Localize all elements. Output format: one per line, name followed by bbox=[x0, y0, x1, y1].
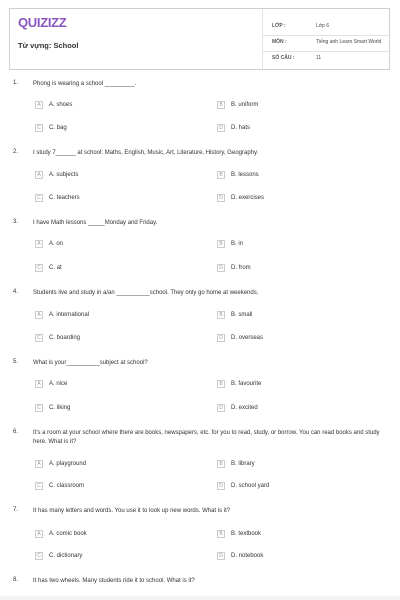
answer-option[interactable] bbox=[217, 240, 367, 250]
option-text: B. small bbox=[231, 312, 253, 318]
worksheet-title: Từ vựng: School bbox=[18, 41, 79, 50]
option-letter-box: D bbox=[217, 264, 225, 272]
question-number: 4. bbox=[13, 289, 19, 295]
option-text: C. teachers bbox=[49, 195, 80, 201]
question-text: It has many letters and words. You use it to look up new words. What is it? bbox=[33, 508, 231, 514]
meta-label: LỚP : bbox=[272, 23, 286, 29]
answer-option[interactable] bbox=[217, 101, 367, 111]
meta-row-question-count bbox=[263, 51, 391, 67]
answer-option[interactable] bbox=[217, 334, 367, 344]
option-text: D. from bbox=[231, 265, 251, 271]
option-text: D. school yard bbox=[231, 483, 270, 489]
answer-option[interactable] bbox=[35, 530, 185, 540]
option-text: D. notebook bbox=[231, 553, 264, 559]
option-text: D. overseas bbox=[231, 335, 264, 341]
question-number: 5. bbox=[13, 359, 19, 365]
answer-option[interactable] bbox=[35, 194, 185, 204]
option-letter-box: A bbox=[35, 460, 43, 468]
option-letter-box: B bbox=[217, 460, 225, 468]
option-letter-box: B bbox=[217, 530, 225, 538]
option-letter-box: B bbox=[217, 240, 225, 248]
question-text: I study 7______ at school: Maths, English, Music, Art, Literature, History, Geography. bbox=[33, 150, 259, 156]
option-text: C. boarding bbox=[49, 335, 81, 341]
question-number: 2. bbox=[13, 149, 19, 155]
answer-option[interactable] bbox=[217, 552, 367, 562]
option-letter-box: D bbox=[217, 334, 225, 342]
option-text: A. international bbox=[49, 312, 90, 318]
option-text: B. in bbox=[231, 241, 244, 247]
option-letter-box: A bbox=[35, 240, 43, 248]
option-letter-box: A bbox=[35, 530, 43, 538]
answer-option[interactable] bbox=[35, 264, 185, 274]
option-text: A. playground bbox=[49, 461, 87, 467]
meta-row-subject bbox=[263, 35, 391, 52]
question-number: 1. bbox=[13, 80, 19, 86]
quizizz-logo: QUIZIZZ bbox=[18, 15, 67, 30]
option-letter-box: A bbox=[35, 311, 43, 319]
question-number: 7. bbox=[13, 507, 19, 513]
option-letter-box: A bbox=[35, 380, 43, 388]
meta-value: Tiếng anh Learn Smart World bbox=[316, 39, 382, 45]
question-text: I have Math lessons _____Monday and Friday. bbox=[33, 220, 158, 226]
option-letter-box: A bbox=[35, 101, 43, 109]
answer-option[interactable] bbox=[35, 311, 185, 321]
answer-option[interactable] bbox=[35, 482, 185, 492]
meta-row-grade bbox=[263, 19, 391, 36]
option-text: A. comic book bbox=[49, 531, 87, 537]
option-letter-box: B bbox=[217, 380, 225, 388]
answer-option[interactable] bbox=[217, 530, 367, 540]
option-text: D. exercises bbox=[231, 195, 265, 201]
answer-option[interactable] bbox=[35, 460, 185, 470]
answer-option[interactable] bbox=[35, 334, 185, 344]
answer-option[interactable] bbox=[217, 380, 367, 390]
option-text: C. dictionary bbox=[49, 553, 83, 559]
option-text: C. at bbox=[49, 265, 62, 271]
option-letter-box: B bbox=[217, 311, 225, 319]
page-bottom-edge bbox=[0, 596, 400, 600]
option-text: B. favourite bbox=[231, 381, 262, 387]
option-letter-box: B bbox=[217, 101, 225, 109]
answer-option[interactable] bbox=[35, 552, 185, 562]
meta-value: Lớp 6 bbox=[316, 23, 330, 29]
option-text: D. excited bbox=[231, 405, 258, 411]
answer-option[interactable] bbox=[217, 311, 367, 321]
answer-option[interactable] bbox=[217, 460, 367, 470]
question-text: What is your__________subject at school? bbox=[33, 360, 148, 366]
question-text: Phong is wearing a school _________. bbox=[33, 81, 137, 87]
question-text: Students live and study in a/an __________school. They only go home at weekends. bbox=[33, 290, 259, 296]
option-text: A. on bbox=[49, 241, 64, 247]
meta-value: 11 bbox=[316, 55, 322, 61]
option-letter-box: B bbox=[217, 171, 225, 179]
question-text: It's a room at your school where there are books, newspapers, etc. for you to read, study, or borrow. You can read books and study here. What is it? bbox=[33, 430, 380, 445]
option-text: B. lessons bbox=[231, 172, 259, 178]
option-letter-box: C bbox=[35, 482, 43, 490]
answer-option[interactable] bbox=[217, 171, 367, 181]
option-text: B. textbook bbox=[231, 531, 262, 537]
option-letter-box: C bbox=[35, 194, 43, 202]
option-letter-box: D bbox=[217, 552, 225, 560]
answer-option[interactable] bbox=[35, 380, 185, 390]
option-letter-box: C bbox=[35, 264, 43, 272]
worksheet-header bbox=[9, 8, 390, 70]
option-text: A. shoes bbox=[49, 102, 73, 108]
answer-option[interactable] bbox=[35, 404, 185, 414]
question-number: 6. bbox=[13, 429, 19, 435]
option-text: A. nice bbox=[49, 381, 68, 387]
question-text: It has two wheels. Many students ride it to school. What is it? bbox=[33, 578, 195, 584]
option-letter-box: D bbox=[217, 194, 225, 202]
option-text: B. library bbox=[231, 461, 255, 467]
answer-option[interactable] bbox=[217, 124, 367, 134]
option-letter-box: C bbox=[35, 124, 43, 132]
option-text: B. uniform bbox=[231, 102, 259, 108]
question-number: 8. bbox=[13, 577, 19, 583]
meta-label: MÔN : bbox=[272, 39, 287, 45]
answer-option[interactable] bbox=[217, 194, 367, 204]
answer-option[interactable] bbox=[217, 264, 367, 274]
question-number: 3. bbox=[13, 219, 19, 225]
answer-option[interactable] bbox=[217, 404, 367, 414]
answer-option[interactable] bbox=[35, 101, 185, 111]
option-letter-box: D bbox=[217, 124, 225, 132]
answer-option[interactable] bbox=[35, 171, 185, 181]
meta-label: SỐ CÂU : bbox=[272, 55, 295, 61]
option-letter-box: A bbox=[35, 171, 43, 179]
option-letter-box: C bbox=[35, 404, 43, 412]
option-letter-box: D bbox=[217, 482, 225, 490]
answer-option[interactable] bbox=[35, 240, 185, 250]
option-text: C. classroom bbox=[49, 483, 85, 489]
option-text: A. subjects bbox=[49, 172, 79, 178]
option-text: D. hats bbox=[231, 125, 251, 131]
option-letter-box: C bbox=[35, 552, 43, 560]
option-letter-box: D bbox=[217, 404, 225, 412]
answer-option[interactable] bbox=[35, 124, 185, 134]
answer-option[interactable] bbox=[217, 482, 367, 492]
option-text: C. bag bbox=[49, 125, 67, 131]
option-letter-box: C bbox=[35, 334, 43, 342]
option-text: C. liking bbox=[49, 405, 71, 411]
